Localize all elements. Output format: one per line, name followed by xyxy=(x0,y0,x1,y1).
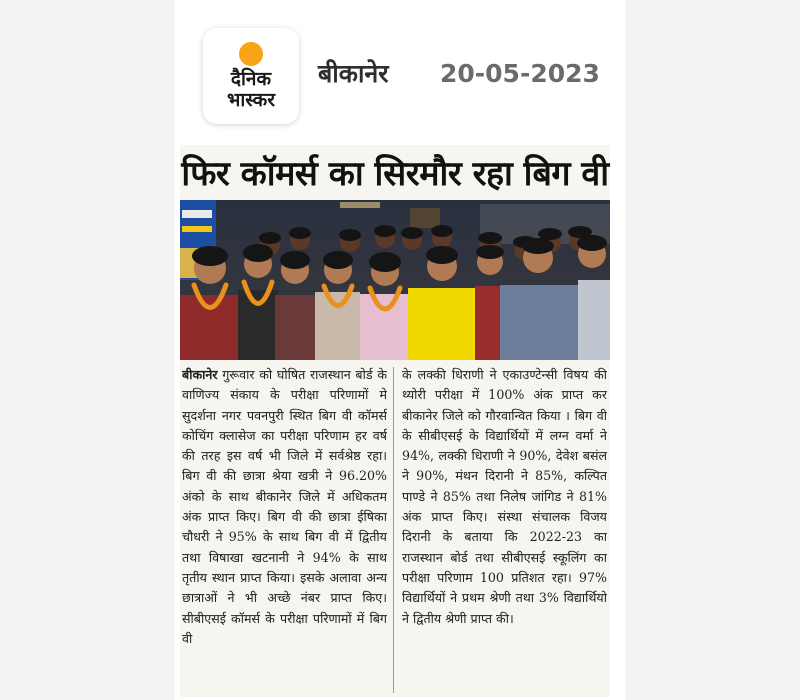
logo-text-line2: भास्कर xyxy=(226,89,276,111)
logo-text-line1: दैनिक xyxy=(230,68,272,90)
article-column-2 xyxy=(402,365,607,695)
group-photo xyxy=(180,200,610,360)
dainik-bhaskar-logo xyxy=(203,28,299,124)
sun-icon xyxy=(239,42,263,66)
page xyxy=(175,0,625,700)
column-divider xyxy=(393,367,394,693)
article-column-1-text: गुरूवार को घोषित राजस्थान बोर्ड के वाणिज्य संकाय के परीक्षा परिणामों मे सुदर्शना नगर पवनपुरी स्थित बिग वी कॉमर्स कोचिंग क्लासेज का परीक्षा परिणाम हर वर्ष की तरह इस वर्ष भी जिले में सर्वश्रेष्ठ रहा। बिग वी की छात्रा श्रेया खत्री ने 96.20% अंको के साथ बीकानेर जिले में अधिकतम अंक प्राप्त किए। बिग वी की छात्रा ईषिका चौधरी ने 95% के साथ बिग वी में द्वितीय तथा विषाखा खटनानी ने 94% के साथ तृतीय स्थान प्राप्त किया। इसके अलावा अन्य छात्राओं ने भी अच्छे नंबर प्राप्त किए। सीबीएसई कॉमर्स के परीक्षा परिणामों में बिग वी xyxy=(182,367,387,646)
article-dateline: बीकानेर xyxy=(182,367,218,382)
edition-date: 20-05-2023 xyxy=(440,59,600,88)
news-clipping xyxy=(180,145,610,697)
edition-city: बीकानेर xyxy=(318,59,389,88)
group-photo-image xyxy=(180,200,610,360)
article-column-2-text: के लक्की धिराणी ने एकाउण्टेन्सी विषय की थ्योरी परीक्षा में 100% अंक प्राप्त कर बीकानेर जिले को गौरवान्वित किया । बिग वी के सीबीएसई के विद्यार्थियों में लग्न वर्मा ने 94%, लक्की धिराणी ने 90%, देवेश बसंल ने 90%, मंथन दिरानी ने 85%, कल्पित पाण्डे ने 85% तथा निलेष जांगिड ने 81% अंक प्राप्त किए। संस्था संचालक विजय दिरानी के बताया कि 2022-23 का राजस्थान बोर्ड तथा सीबीएसई स्कूलिंग का परीक्षा परिणाम 100 प्रतिशत रहा। 97% विद्यार्थियों ने प्रथम श्रेणी तथा 3% विद्यार्थियो ने द्वितीय श्रेणी प्राप्त की। xyxy=(402,367,607,626)
article-headline: फिर कॉमर्स का सिरमौर रहा बिग वी xyxy=(181,154,609,194)
article-column-1 xyxy=(182,365,387,695)
